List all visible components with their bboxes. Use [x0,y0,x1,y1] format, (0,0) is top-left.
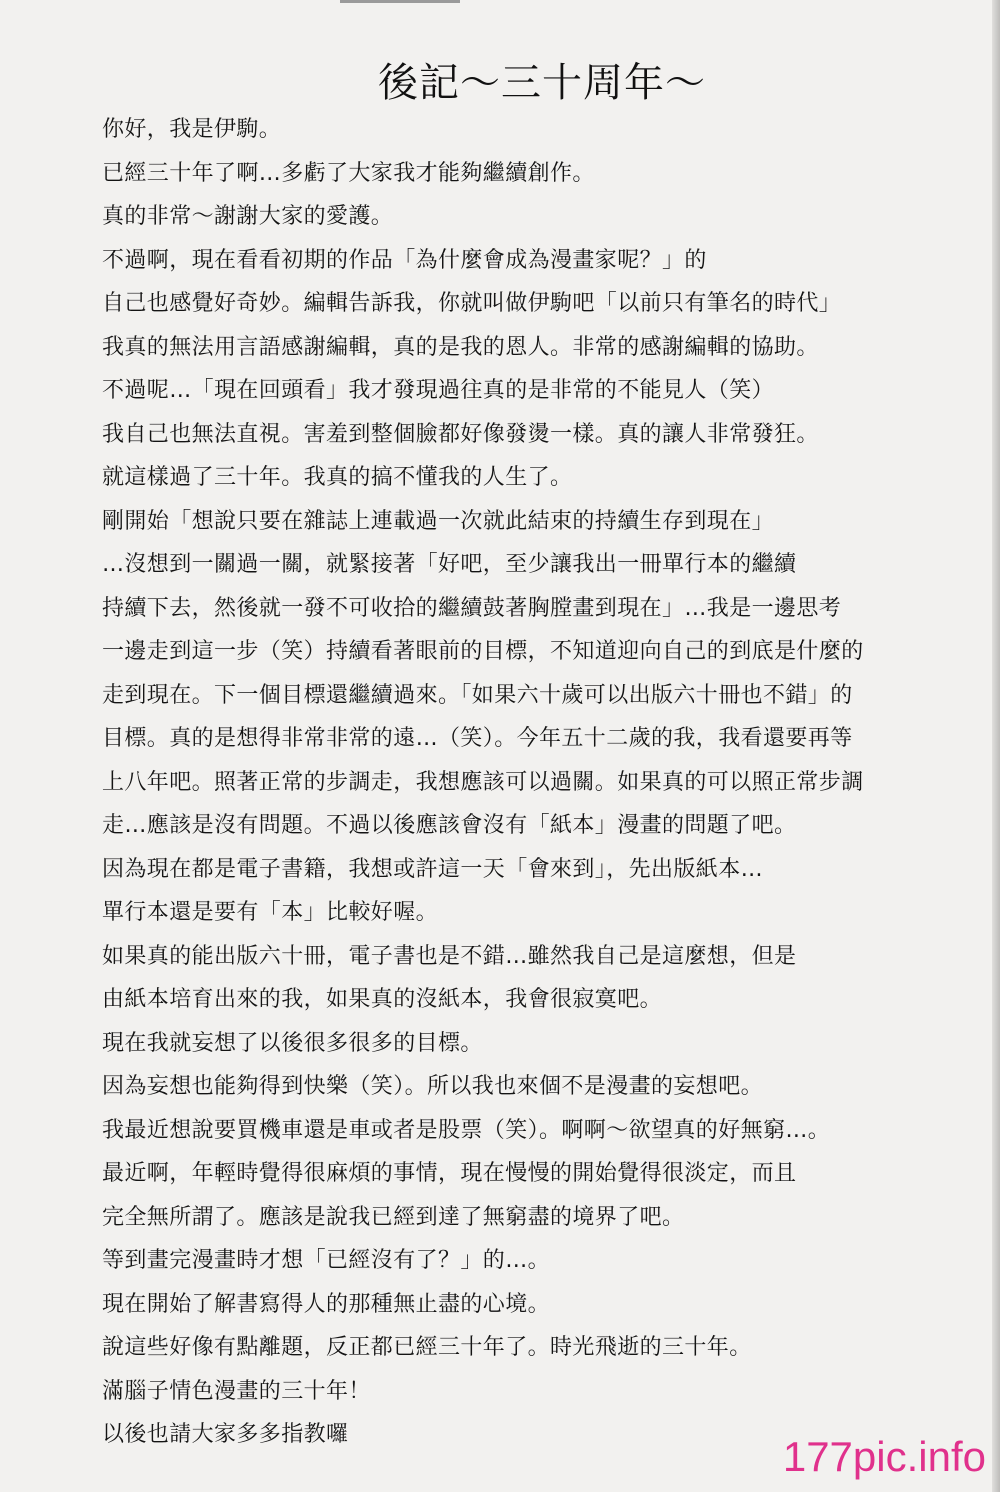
text-line: 滿腦子情色漫畫的三十年！ [102,1378,371,1404]
text-line: 已經三十年了啊…多虧了大家我才能夠繼續創作。 [102,160,595,186]
text-line: 走…應該是沒有問題。不過以後應該會沒有「紙本」漫畫的問題了吧。 [102,813,797,838]
site-watermark: 177pic.info [782,1433,986,1480]
text-line: 就這樣過了三十年。我真的搞不懂我的人生了。 [102,465,573,490]
text-line: 由紙本培育出來的我，如果真的沒紙本，我會很寂寞吧。 [102,987,663,1012]
text-line: 不過呢…「現在回頭看」我才發現過往真的是非常的不能見人（笑） [102,378,775,403]
text-line: 自己也感覺好奇妙。編輯告訴我，你就叫做伊駒吧「以前只有筆名的時代」 [102,291,842,316]
text-line: 因為現在都是電子書籍，我想或許這一天「會來到」，先出版紙本… [102,856,764,882]
text-line: 現在我就妄想了以後很多很多的目標。 [102,1030,483,1056]
text-line: 等到畫完漫畫時才想「已經沒有了？」的…。 [102,1248,551,1273]
text-line: 剛開始「想說只要在雜誌上連載過一次就此結束的持續生存到現在」 [102,508,775,534]
text-line: 單行本還是要有「本」比較好喔。 [102,900,439,925]
text-line: 說這些好像有點離題，反正都已經三十年了。時光飛逝的三十年。 [102,1335,752,1360]
text-line: 目標。真的是想得非常非常的遠…（笑）。今年五十二歲的我，我看還要再等 [102,726,853,751]
text-line: 我自己也無法直視。害羞到整個臉都好像發燙一樣。真的讓人非常發狂。 [102,421,819,447]
text-line: 持續下去，然後就一發不可收拾的繼續鼓著胸膛畫到現在」…我是一邊思考 [102,595,842,621]
top-scan-mark [340,0,460,3]
text-line: 上八年吧。照著正常的步調走，我想應該可以過關。如果真的可以照正常步調 [102,769,864,795]
text-line: …沒想到一關過一關，就緊接著「好吧，至少讓我出一冊單行本的繼續 [102,552,797,577]
text-line: 不過啊，現在看看初期的作品「為什麼會成為漫畫家呢？」的 [102,247,707,273]
text-line: 我最近想說要買機車還是車或者是股票（笑）。啊啊～欲望真的好無窮…。 [102,1117,831,1143]
text-line: 現在開始了解書寫得人的那種無止盡的心境。 [102,1291,551,1317]
page-title: 後記～三十周年～ [378,60,706,106]
text-line: 如果真的能出版六十冊，電子書也是不錯…雖然我自己是這麼想，但是 [102,943,797,969]
afterword-body [102,108,962,1457]
text-line: 以後也請大家多多指教囉 [102,1422,349,1447]
text-line: 真的非常～謝謝大家的愛護。 [102,204,394,229]
text-line: 因為妄想也能夠得到快樂（笑）。所以我也來個不是漫畫的妄想吧。 [102,1074,764,1099]
text-line: 一邊走到這一步（笑）持續看著眼前的目標，不知道迎向自己的到底是什麼的 [102,639,864,664]
text-line: 完全無所謂了。應該是說我已經到達了無窮盡的境界了吧。 [102,1204,685,1230]
text-line: 走到現在。下一個目標還繼續過來。「如果六十歲可以出版六十冊也不錯」的 [102,682,853,708]
text-line: 你好，我是伊駒。 [102,117,282,142]
text-line: 我真的無法用言語感謝編輯，真的是我的恩人。非常的感謝編輯的協助。 [102,334,819,360]
page-edge-shadow [992,0,1000,1492]
text-line: 最近啊，年輕時覺得很麻煩的事情，現在慢慢的開始覺得很淡定，而且 [102,1161,797,1186]
